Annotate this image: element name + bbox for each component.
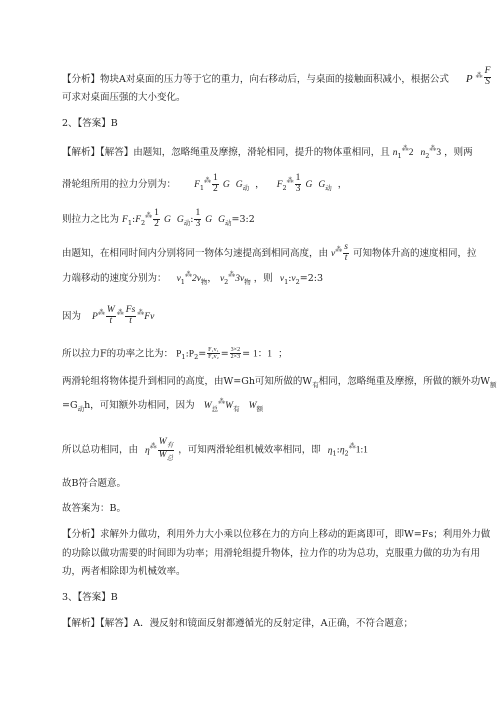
fraction-one-half: $\frac{1}{2}$ [213,173,218,194]
rope-speed-line: 力端移动的速度分别为： $v_1^⁂2v_物$， $v_2^⁂3v_物$ ，则 $v_1:v_2=2:3$ [62,271,324,286]
force-ratio-line: 则拉力之比为 $F_1:F_2^⁂$ $\frac{1}{2}$ G $G_动$: $\frac{1}{3}$ G $G_动=3:2$ [62,208,255,229]
ratio-fraction-third: $\frac{1}{3}$ [195,208,201,229]
solution-line-1: 【解析】【解答】由题知，忽略绳重及摩擦，滑轮相同，提升的物体重相同，且 $n_1^⁂2$ $n_2^⁂3$ ，则两 [62,145,473,160]
solution-3-line-1: 【解析】【解答】A．漫反射和镜面反射都遵循光的反射定律，A正确，不符合题意； [62,618,413,629]
ratio-fraction-half: $\frac{1}{2}$ [154,208,159,229]
fraction-efficiency: $\frac{W_有}{W_总}$ [158,437,174,462]
analysis-line-1: 【分析】物块A对桌面的压力等于它的重力，向右移动后，与桌面的接触面积减小，根据公式 P ⁂ $\frac{F}{S}$ [62,66,491,87]
power-ratio-line: 所以拉力F的功率之比为： $P_1:P_2=$ $\frac{\text{F₁v₁}}{\text{F₂v₂}}$ = $\frac{3\times 2}{2\times 3}$ = 1：1 ； [62,347,288,362]
extra-work-line-1: 两滑轮组将物体提升到相同的高度，由W=Gh可知所做的$W_有$相同，忽略绳重及摩擦，所做的额外功$W_额$ [62,376,497,389]
extra-work-line-2: $=G_动h$，可知额外功相同，因为 $W_总^⁂W_有$ $W_额$ [62,398,264,413]
tension-forces-line: 滑轮组所用的拉力分别为： $F_1^⁂$ $\frac{1}{2}$ G $G_动$ ， $F_2^⁂$ $\frac{1}{3}$ G $G_动$ ， [62,173,348,194]
power-formula-line: 因为 P⁂ $\frac{W}{t}$ ⁂ $\frac{Fs}{t}$ ⁂Fv [62,305,155,326]
analysis-summary-1: 【分析】求解外力做功，利用外力大小乘以位移在力的方向上移动的距离即可，即W=Fs；利用外力做 [62,529,491,540]
formula-p: P [465,72,473,85]
fraction-fs-over-t: $\frac{Fs}{t}$ [125,305,136,326]
analysis-summary-2: 的功除以做功需要的时间即为功率；用滑轮组提升物体，拉力作的功为总功，克服重力做的功为有用 [62,548,481,559]
efficiency-line: 所以总功相同，由 η⁂ $\frac{W_有}{W_总}$ ，可知两滑轮组机械效率相同，即 $\eta_1:\eta_2^⁂1:1$ [62,437,368,462]
fraction-w-over-t: $\frac{W}{t}$ [106,305,115,326]
analysis-line-2: 可求对桌面压强的大小变化。 [62,92,186,103]
final-answer-line: 故答案为：B。 [62,503,126,514]
fraction-fv-ratio: $\frac{\text{F₁v₁}}{\text{F₂v₂}}$ [208,347,219,361]
fraction-f-over-s: $\frac{F}{S}$ [484,66,491,87]
fraction-numeric-ratio: $\frac{3\times 2}{2\times 3}$ [230,347,241,361]
speed-derivation-line: 由题知，在相同时间内分别将同一物体匀速提高到相同高度，由 v⁂ $\frac{s}{t}$ 可知物体升高的速度相同，拉 [62,242,477,263]
fraction-s-over-t: $\frac{s}{t}$ [344,242,348,263]
answer-3: 3、【答案】B [62,592,118,603]
analysis-summary-3: 功，两者相除即为机械效率。 [62,566,186,577]
fraction-one-third: $\frac{1}{3}$ [295,173,301,194]
answer-2: 2、【答案】B [62,118,118,129]
conclusion-line: 故B符合题意。 [62,478,126,489]
